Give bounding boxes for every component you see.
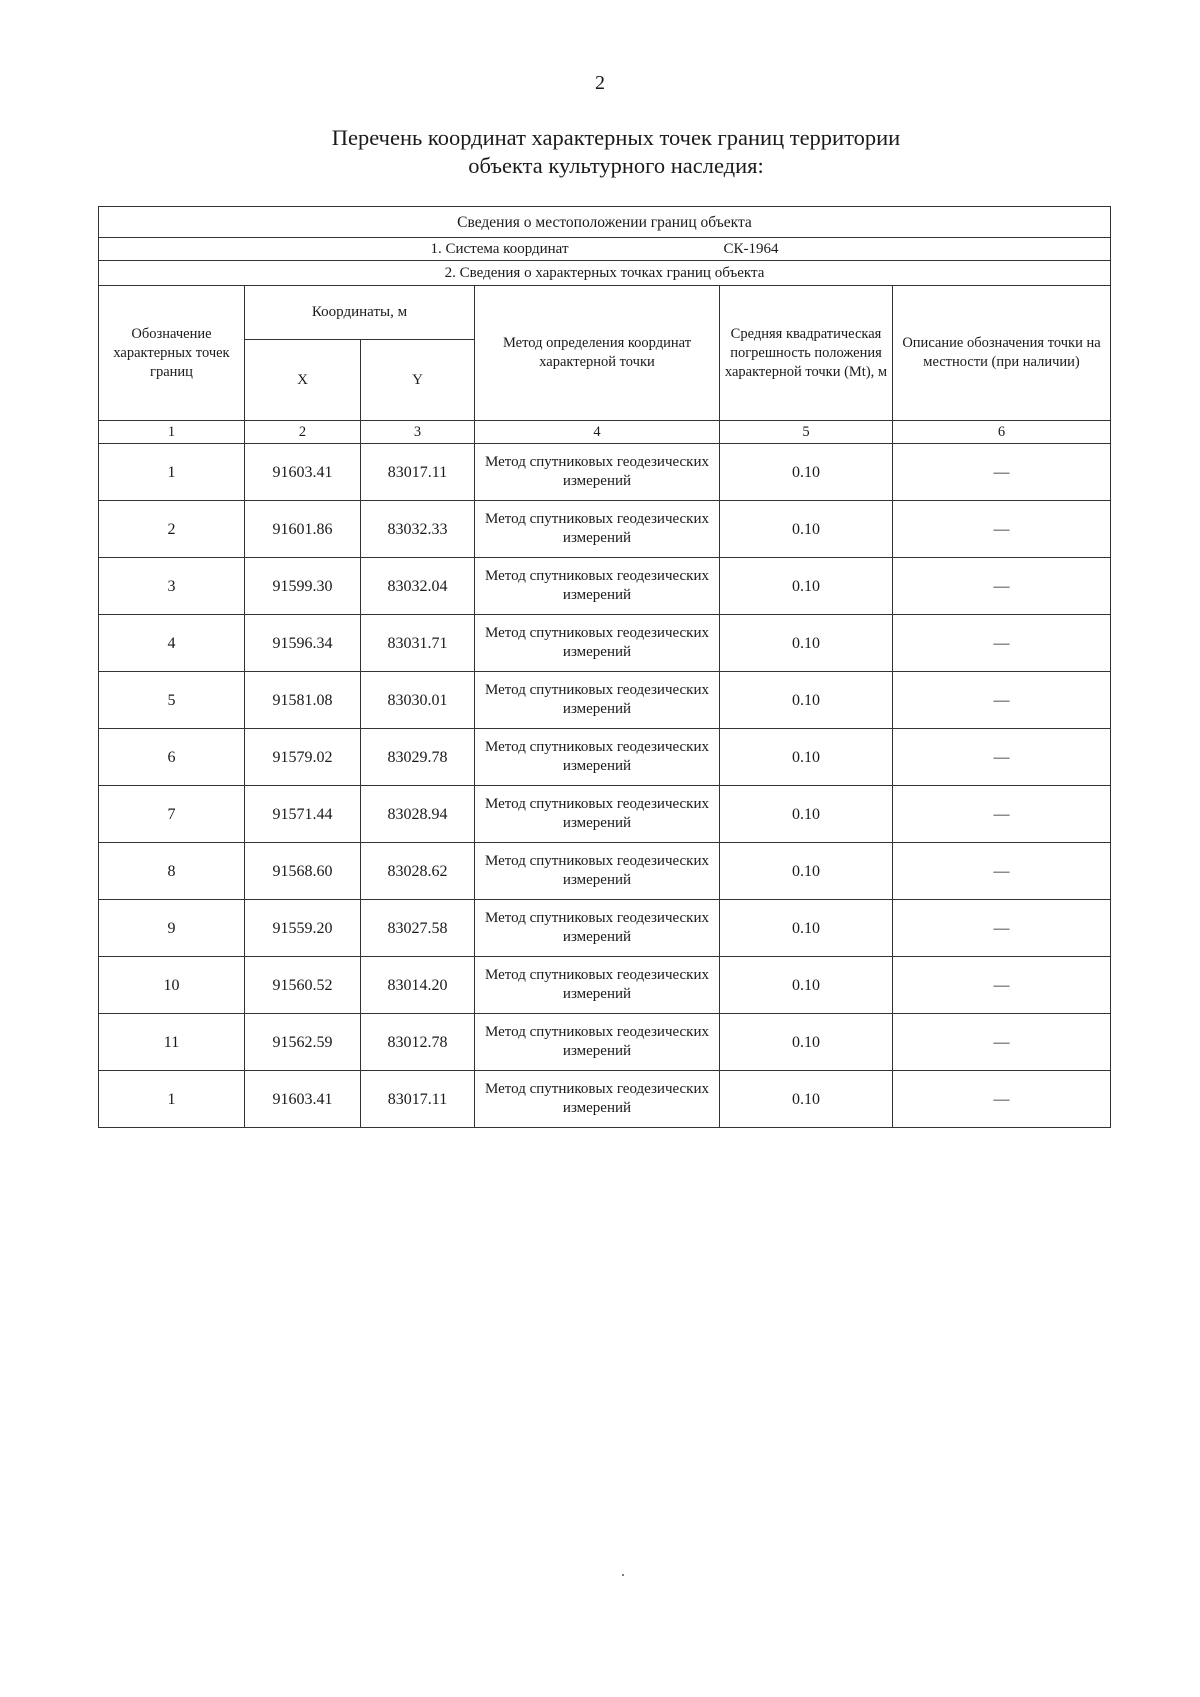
x-coordinate: 91603.41	[245, 444, 361, 501]
document-title-line-1: Перечень координат характерных точек границ территории	[331, 125, 901, 150]
mt-error: 0.10	[720, 729, 893, 786]
column-number-row	[99, 421, 1111, 444]
method: Метод спутниковых геодезических измерений	[475, 558, 720, 615]
mt-error: 0.10	[720, 615, 893, 672]
points-info-row: 2. Сведения о характерных точках границ объекта	[99, 261, 1111, 286]
y-coordinate: 83012.78	[361, 1014, 475, 1071]
table-row	[99, 843, 1111, 900]
x-coordinate: 91562.59	[245, 1014, 361, 1071]
point-description: —	[893, 501, 1111, 558]
header-designation: Обозначение характерных точек границ	[99, 286, 245, 421]
section-title: Сведения о местоположении границ объекта	[99, 207, 1111, 238]
point-number: 11	[99, 1014, 245, 1071]
coordinate-system-row	[99, 238, 1111, 261]
method: Метод спутниковых геодезических измерений	[475, 444, 720, 501]
mt-error: 0.10	[720, 957, 893, 1014]
mt-error: 0.10	[720, 1071, 893, 1128]
table-row	[99, 672, 1111, 729]
mt-error: 0.10	[720, 444, 893, 501]
page-number: 2	[595, 72, 605, 94]
mt-error: 0.10	[720, 1014, 893, 1071]
point-description: —	[893, 672, 1111, 729]
coordinates-table	[98, 206, 1111, 1128]
point-description: —	[893, 843, 1111, 900]
method: Метод спутниковых геодезических измерений	[475, 501, 720, 558]
point-description: —	[893, 444, 1111, 501]
column-number: 1	[99, 421, 245, 444]
method: Метод спутниковых геодезических измерений	[475, 1014, 720, 1071]
x-coordinate: 91559.20	[245, 900, 361, 957]
scan-speck	[622, 1574, 624, 1576]
method: Метод спутниковых геодезических измерений	[475, 1071, 720, 1128]
y-coordinate: 83028.62	[361, 843, 475, 900]
header-error: Средняя квадратическая погрешность положения характерной точки (Mt), м	[720, 286, 893, 421]
coordinate-system-value: СК-1964	[723, 240, 779, 257]
y-coordinate: 83030.01	[361, 672, 475, 729]
point-number: 6	[99, 729, 245, 786]
column-number: 2	[245, 421, 361, 444]
x-coordinate: 91560.52	[245, 957, 361, 1014]
mt-error: 0.10	[720, 786, 893, 843]
table-row	[99, 729, 1111, 786]
mt-error: 0.10	[720, 672, 893, 729]
header-y: Y	[361, 340, 475, 421]
table-row	[99, 501, 1111, 558]
x-coordinate: 91568.60	[245, 843, 361, 900]
point-number: 1	[99, 1071, 245, 1128]
y-coordinate: 83017.11	[361, 1071, 475, 1128]
coordinate-system-label: 1. Система координат	[430, 240, 569, 257]
y-coordinate: 83014.20	[361, 957, 475, 1014]
point-description: —	[893, 1071, 1111, 1128]
column-number: 4	[475, 421, 720, 444]
table-row	[99, 786, 1111, 843]
table-row	[99, 615, 1111, 672]
method: Метод спутниковых геодезических измерений	[475, 672, 720, 729]
method: Метод спутниковых геодезических измерений	[475, 615, 720, 672]
point-number: 7	[99, 786, 245, 843]
point-description: —	[893, 558, 1111, 615]
method: Метод спутниковых геодезических измерений	[475, 957, 720, 1014]
y-coordinate: 83031.71	[361, 615, 475, 672]
mt-error: 0.10	[720, 843, 893, 900]
y-coordinate: 83027.58	[361, 900, 475, 957]
point-number: 9	[99, 900, 245, 957]
point-number: 2	[99, 501, 245, 558]
point-number: 3	[99, 558, 245, 615]
y-coordinate: 83028.94	[361, 786, 475, 843]
y-coordinate: 83017.11	[361, 444, 475, 501]
point-number: 10	[99, 957, 245, 1014]
column-number: 3	[361, 421, 475, 444]
table-row	[99, 900, 1111, 957]
method: Метод спутниковых геодезических измерений	[475, 900, 720, 957]
x-coordinate: 91579.02	[245, 729, 361, 786]
point-description: —	[893, 786, 1111, 843]
header-coordinates: Координаты, м	[245, 286, 475, 340]
column-number: 6	[893, 421, 1111, 444]
point-description: —	[893, 1014, 1111, 1071]
x-coordinate: 91596.34	[245, 615, 361, 672]
mt-error: 0.10	[720, 558, 893, 615]
table-row	[99, 1014, 1111, 1071]
point-number: 4	[99, 615, 245, 672]
x-coordinate: 91581.08	[245, 672, 361, 729]
document-title	[0, 124, 1200, 180]
x-coordinate: 91599.30	[245, 558, 361, 615]
table-row	[99, 957, 1111, 1014]
table-row	[99, 1071, 1111, 1128]
method: Метод спутниковых геодезических измерений	[475, 786, 720, 843]
y-coordinate: 83032.33	[361, 501, 475, 558]
x-coordinate: 91601.86	[245, 501, 361, 558]
document-title-line-2: объекта культурного наследия:	[468, 153, 764, 178]
header-x: X	[245, 340, 361, 421]
table-row	[99, 444, 1111, 501]
y-coordinate: 83029.78	[361, 729, 475, 786]
point-number: 8	[99, 843, 245, 900]
point-description: —	[893, 615, 1111, 672]
header-description: Описание обозначения точки на местности (при наличии)	[893, 286, 1111, 421]
mt-error: 0.10	[720, 501, 893, 558]
point-number: 5	[99, 672, 245, 729]
mt-error: 0.10	[720, 900, 893, 957]
point-number: 1	[99, 444, 245, 501]
point-description: —	[893, 900, 1111, 957]
y-coordinate: 83032.04	[361, 558, 475, 615]
x-coordinate: 91571.44	[245, 786, 361, 843]
point-description: —	[893, 729, 1111, 786]
header-method: Метод определения координат характерной точки	[475, 286, 720, 421]
method: Метод спутниковых геодезических измерений	[475, 843, 720, 900]
x-coordinate: 91603.41	[245, 1071, 361, 1128]
method: Метод спутниковых геодезических измерений	[475, 729, 720, 786]
column-number: 5	[720, 421, 893, 444]
point-description: —	[893, 957, 1111, 1014]
table-row	[99, 558, 1111, 615]
